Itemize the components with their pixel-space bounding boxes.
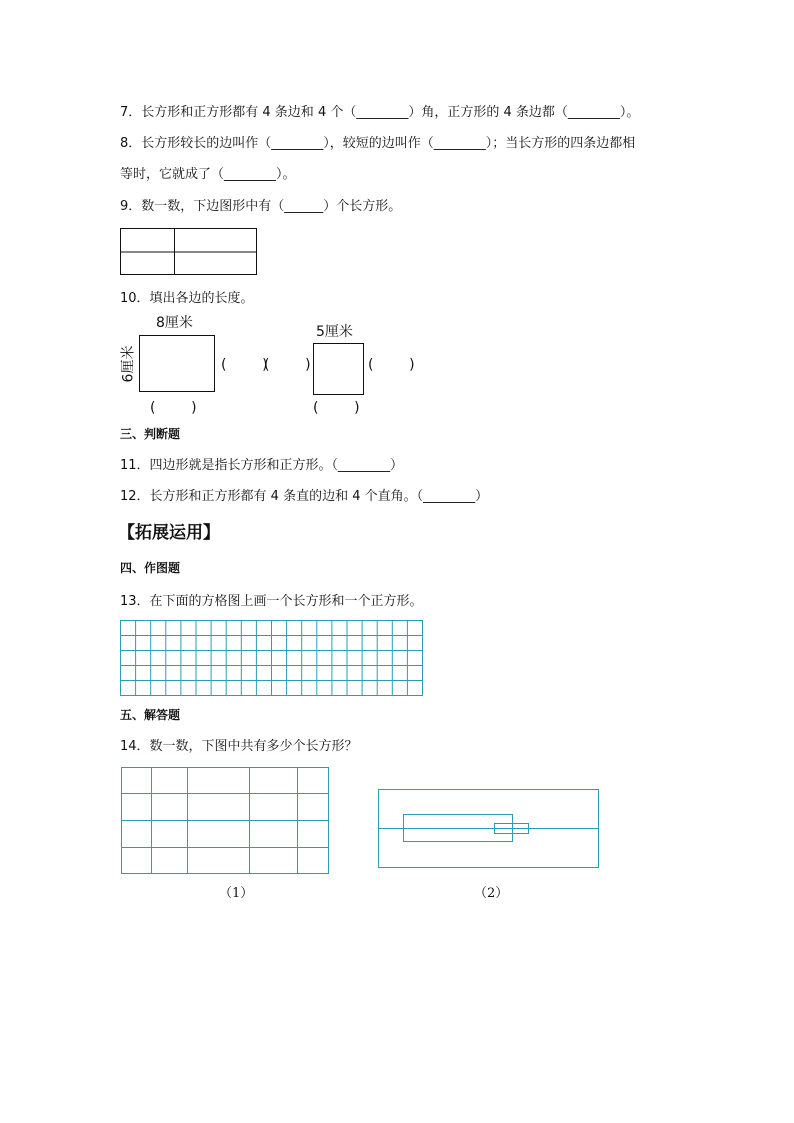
section-4-heading: 四、作图题	[120, 561, 181, 575]
rect-left-length-label: 6厘米	[120, 345, 137, 383]
question-12: 12．长方形和正方形都有 4 条直的边和 4 个直角。（________）	[120, 489, 489, 504]
q14-figure-1	[121, 767, 330, 875]
rect-top-length-label: 8厘米	[156, 315, 193, 331]
q14-caption-2: （2）	[474, 886, 509, 901]
question-7: 7．长方形和正方形都有 4 条边和 4 个（________）角，正方形的 4 条边都（________）。	[120, 105, 640, 120]
q14-figure-2	[378, 789, 600, 869]
drawing-grid[interactable]	[120, 620, 423, 696]
section-5-heading: 五、解答题	[120, 708, 181, 722]
q10-square	[313, 343, 365, 396]
question-8-line-2: 等时，它就成了（________）。	[120, 167, 296, 182]
question-10: 10．填出各边的长度。	[120, 291, 254, 306]
extension-heading: 【拓展运用】	[118, 523, 220, 543]
rect-bottom-length-blank[interactable]: ( )	[150, 400, 197, 416]
question-11: 11．四边形就是指长方形和正方形。（________）	[120, 458, 404, 473]
q14-caption-1: （1）	[219, 886, 254, 901]
square-top-length-label: 5厘米	[316, 324, 353, 340]
rect-right-length-blank[interactable]: ( )	[221, 357, 268, 373]
square-right-length-blank[interactable]: ( )	[368, 357, 415, 373]
q9-rectangle-figure	[120, 228, 258, 276]
question-14: 14．数一数，下图中共有多少个长方形？	[120, 739, 358, 754]
question-9: 9．数一数，下边图形中有（______）个长方形。	[120, 199, 402, 214]
question-8-line-1: 8．长方形较长的边叫作（________），较短的边叫作（________）；当长方形的四条边都相	[120, 136, 636, 151]
question-13: 13．在下面的方格图上画一个长方形和一个正方形。	[120, 594, 423, 609]
q10-rectangle	[139, 335, 216, 393]
square-left-length-blank[interactable]: ( )	[264, 357, 311, 373]
section-3-heading: 三、判断题	[120, 427, 181, 441]
square-bottom-length-blank[interactable]: ( )	[313, 400, 360, 416]
